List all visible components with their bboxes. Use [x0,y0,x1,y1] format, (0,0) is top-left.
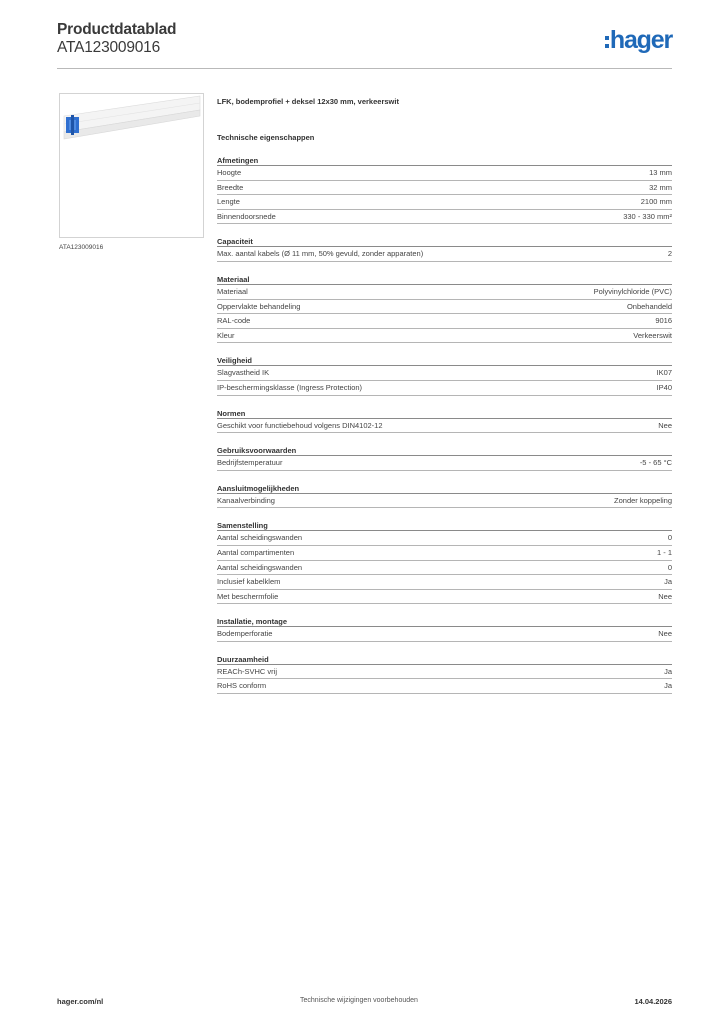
spec-label: Aantal scheidingswanden [217,533,303,543]
spec-value: Ja [664,577,672,587]
spec-sections [217,155,672,694]
spec-label: Lengte [217,197,240,207]
spec-label: Materiaal [217,286,248,296]
spec-label: RoHS conform [217,681,267,691]
spec-section [217,355,672,395]
spec-value: Ja [664,666,672,676]
section-title: Afmetingen [217,155,672,166]
spec-row [217,195,672,210]
spec-row [217,329,672,344]
spec-label: Aantal scheidingswanden [217,562,303,572]
image-caption: ATA123009016 [59,244,104,251]
spec-value: 2 [667,249,672,259]
section-title: Samenstelling [217,520,672,531]
spec-section [217,274,672,343]
spec-label: Slagvastheid IK [217,368,270,378]
spec-value: Nee [658,629,672,639]
spec-row [217,665,672,680]
cable-duct-icon [60,94,204,238]
spec-value: IK07 [656,368,672,378]
page-header [57,21,672,71]
spec-row [217,561,672,576]
spec-label: REACh-SVHC vrij [217,666,278,676]
spec-row [217,419,672,434]
spec-value: 2100 mm [640,197,672,207]
spec-label: Hoogte [217,168,242,177]
spec-value: 0 [667,562,672,572]
spec-row [217,300,672,315]
spec-section [217,616,672,642]
spec-row [217,181,672,196]
spec-label: Kleur [217,330,235,340]
spec-label: Kanaalverbinding [217,495,275,505]
spec-label: Inclusief kabelklem [217,577,281,587]
tech-properties-heading: Technische eigenschappen [217,133,315,142]
footer-disclaimer: Technische wijzigingen voorbehouden [300,997,418,1004]
spec-row [217,531,672,546]
spec-section [217,155,672,224]
spec-value: 1 - 1 [656,547,672,557]
spec-row [217,679,672,694]
spec-value: Onbehandeld [626,301,672,311]
product-description: LFK, bodemprofiel + deksel 12x30 mm, verkeerswit [217,97,399,106]
spec-label: Oppervlakte behandeling [217,301,301,311]
logo-text: hager [609,26,672,54]
spec-row [217,456,672,471]
spec-row [217,546,672,561]
spec-section [217,408,672,434]
product-id: ATA123009016 [57,39,161,56]
spec-value: 13 mm [649,168,672,177]
spec-value: 9016 [655,316,672,326]
section-title: Installatie, montage [217,616,672,627]
spec-value: 32 mm [649,182,672,192]
section-title: Duurzaamheid [217,654,672,665]
footer-date: 14.04.2026 [634,997,672,1006]
spec-row [217,575,672,590]
spec-row [217,494,672,509]
spec-value: Polyvinylchloride (PVC) [593,286,672,296]
spec-section [217,520,672,604]
spec-value: Zonder koppeling [614,495,672,505]
spec-row [217,590,672,605]
spec-value: Ja [664,681,672,691]
spec-value: Nee [658,591,672,601]
spec-row [217,285,672,300]
spec-label: Bedrijfstemperatuur [217,458,283,468]
section-title: Veiligheid [217,355,672,366]
spec-label: Binnendoorsnede [217,211,276,221]
spec-row [217,366,672,381]
spec-value: Nee [658,420,672,430]
header-divider [57,68,672,69]
product-image [59,93,204,238]
spec-row [217,314,672,329]
spec-value: -5 - 65 °C [639,458,672,468]
spec-label: Max. aantal kabels (Ø 11 mm, 50% gevuld, zonder apparaten) [217,249,424,259]
spec-label: Geschikt voor functiebehoud volgens DIN4102-12 [217,420,383,430]
spec-section [217,483,672,509]
document-title: Productdatablad [57,21,177,38]
hager-logo [605,27,672,53]
spec-row [217,381,672,396]
spec-label: IP-beschermingsklasse (Ingress Protection) [217,382,363,392]
spec-value: 330 - 330 mm² [623,211,672,221]
spec-row [217,210,672,225]
spec-label: Breedte [217,182,244,192]
section-title: Normen [217,408,672,419]
spec-section [217,236,672,262]
section-title: Gebruiksvoorwaarden [217,445,672,456]
spec-row [217,627,672,642]
spec-label: Aantal compartimenten [217,547,295,557]
spec-value: Verkeerswit [633,330,672,340]
spec-label: Bodemperforatie [217,629,273,639]
spec-section [217,445,672,471]
spec-content [217,97,672,706]
spec-label: Met beschermfolie [217,591,279,601]
spec-row [217,247,672,262]
spec-section [217,654,672,694]
spec-value: 0 [667,533,672,543]
section-title: Materiaal [217,274,672,285]
section-title: Aansluitmogelijkheden [217,483,672,494]
spec-value: IP40 [656,382,672,392]
footer-website: hager.com/nl [57,997,104,1006]
spec-row [217,166,672,181]
logo-dots-icon [605,36,609,48]
spec-label: RAL-code [217,316,251,326]
section-title: Capaciteit [217,236,672,247]
